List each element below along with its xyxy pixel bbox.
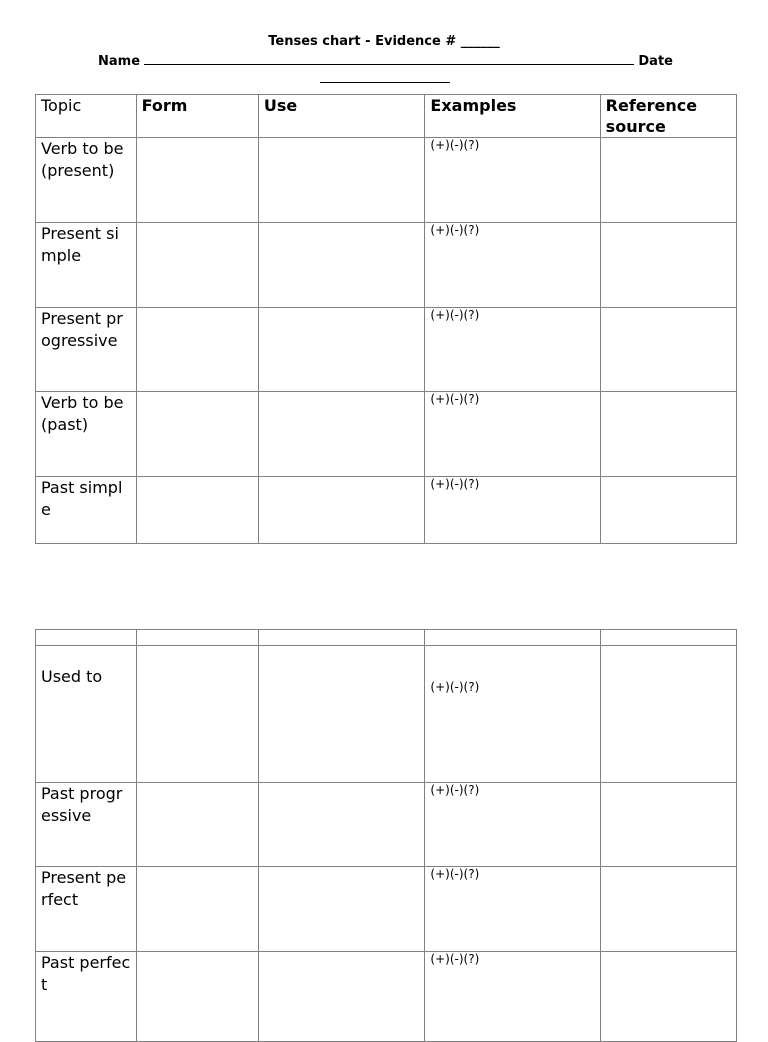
- form-cell[interactable]: [136, 867, 258, 952]
- use-cell[interactable]: [258, 646, 425, 783]
- row-topic: Verb to be (present): [36, 138, 137, 223]
- col-header-form: Form: [136, 95, 258, 138]
- reference-cell[interactable]: [600, 223, 736, 308]
- examples-cell[interactable]: (+)(-)(?): [425, 952, 600, 1042]
- col-header-topic: Topic: [36, 95, 137, 138]
- name-blank[interactable]: [144, 52, 634, 65]
- form-cell[interactable]: [136, 308, 258, 392]
- examples-cell[interactable]: (+)(-)(?): [425, 138, 600, 223]
- row-topic: Present simple: [36, 223, 137, 308]
- table-row: [36, 477, 737, 544]
- use-cell[interactable]: [258, 138, 425, 223]
- examples-cell[interactable]: (+)(-)(?): [425, 867, 600, 952]
- col-header-reference: Reference source: [600, 95, 736, 138]
- reference-cell[interactable]: [600, 952, 736, 1042]
- document-title: Tenses chart - Evidence # ______: [268, 34, 500, 49]
- form-cell[interactable]: [136, 646, 258, 783]
- row-topic: Past progressive: [36, 783, 137, 867]
- row-topic: Used to: [36, 646, 137, 783]
- table-row: [36, 646, 737, 783]
- table-row: [36, 392, 737, 477]
- row-topic: Verb to be (past): [36, 392, 137, 477]
- form-cell[interactable]: [136, 783, 258, 867]
- examples-cell[interactable]: (+)(-)(?): [425, 223, 600, 308]
- use-cell[interactable]: [258, 477, 425, 544]
- reference-cell[interactable]: [600, 646, 736, 783]
- use-cell[interactable]: [258, 952, 425, 1042]
- name-label: Name: [98, 54, 141, 69]
- table-row: [36, 223, 737, 308]
- row-topic: Present perfect: [36, 867, 137, 952]
- table-header-row: [36, 95, 737, 138]
- reference-cell[interactable]: [600, 392, 736, 477]
- name-date-line: [98, 52, 673, 69]
- examples-cell[interactable]: (+)(-)(?): [425, 783, 600, 867]
- table-row: [36, 867, 737, 952]
- examples-cell[interactable]: (+)(-)(?): [425, 308, 600, 392]
- examples-cell[interactable]: (+)(-)(?): [425, 646, 600, 783]
- use-cell[interactable]: [258, 867, 425, 952]
- reference-cell[interactable]: [600, 783, 736, 867]
- date-blank[interactable]: [320, 82, 450, 83]
- blank-cell[interactable]: [600, 630, 736, 646]
- blank-cell[interactable]: [258, 630, 425, 646]
- examples-cell[interactable]: (+)(-)(?): [425, 477, 600, 544]
- form-cell[interactable]: [136, 952, 258, 1042]
- row-topic: Past simple: [36, 477, 137, 544]
- table-row: [36, 952, 737, 1042]
- row-topic: Present progressive: [36, 308, 137, 392]
- tenses-table-1: [35, 94, 737, 544]
- col-header-use: Use: [258, 95, 425, 138]
- table-row: [36, 783, 737, 867]
- table-blank-row: [36, 630, 737, 646]
- use-cell[interactable]: [258, 392, 425, 477]
- col-header-examples: Examples: [425, 95, 600, 138]
- table-row: [36, 138, 737, 223]
- form-cell[interactable]: [136, 477, 258, 544]
- form-cell[interactable]: [136, 392, 258, 477]
- reference-cell[interactable]: [600, 477, 736, 544]
- blank-cell[interactable]: [36, 630, 137, 646]
- blank-cell[interactable]: [136, 630, 258, 646]
- table-row: [36, 308, 737, 392]
- use-cell[interactable]: [258, 223, 425, 308]
- reference-cell[interactable]: [600, 867, 736, 952]
- date-label: Date: [638, 54, 673, 69]
- reference-cell[interactable]: [600, 308, 736, 392]
- reference-cell[interactable]: [600, 138, 736, 223]
- form-cell[interactable]: [136, 138, 258, 223]
- blank-cell[interactable]: [425, 630, 600, 646]
- form-cell[interactable]: [136, 223, 258, 308]
- use-cell[interactable]: [258, 783, 425, 867]
- examples-cell[interactable]: (+)(-)(?): [425, 392, 600, 477]
- use-cell[interactable]: [258, 308, 425, 392]
- row-topic: Past perfect: [36, 952, 137, 1042]
- tenses-table-2: [35, 629, 737, 1042]
